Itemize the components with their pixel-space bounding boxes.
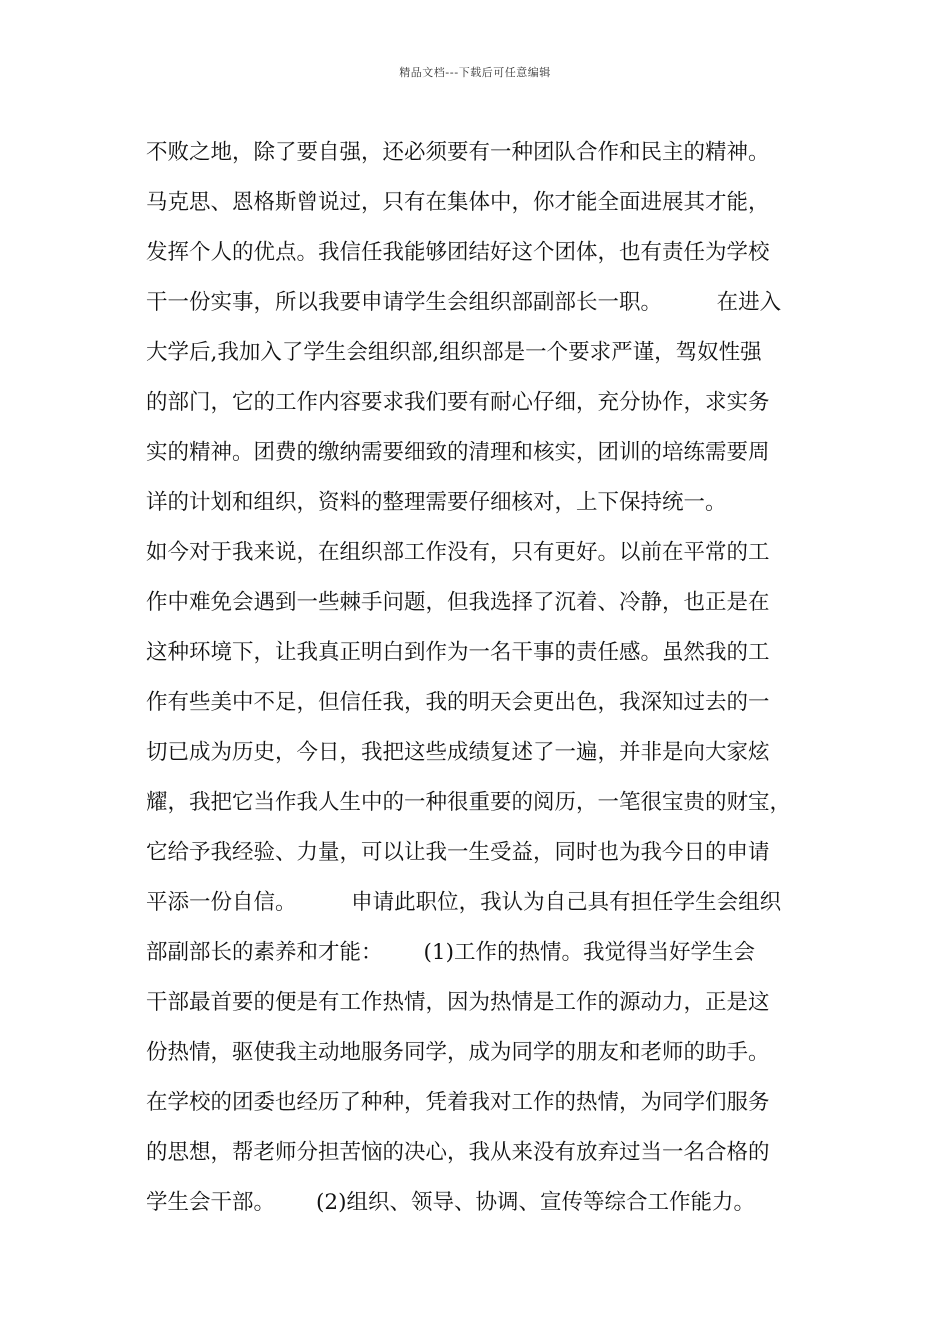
text-line: 平添一份自信。 申请此职位，我认为自己具有担任学生会组织 [146,890,782,915]
text-line: 的思想，帮老师分担苦恼的决心，我从来没有放弃过当一名合格的 [146,1140,770,1165]
text-line: 作中难免会遇到一些棘手问题，但我选择了沉着、冷静，也正是在 [146,590,770,615]
text-line: 如今对于我来说，在组织部工作没有，只有更好。以前在平常的工 [146,540,770,565]
text-line: 这种环境下，让我真正明白到作为一名干事的责任感。虽然我的工 [146,640,770,665]
text-line: 马克思、恩格斯曾说过，只有在集体中，你才能全面进展其才能， [146,190,770,215]
text-line: 切已成为历史，今日，我把这些成绩复述了一遍，并非是向大家炫 [146,740,770,765]
text-line: 它给予我经验、力量，可以让我一生受益，同时也为我今日的申请 [146,840,770,865]
text-line: 实的精神。团费的缴纳需要细致的清理和核实，团训的培练需要周 [146,440,770,465]
text-line: 发挥个人的优点。我信任我能够团结好这个团体，也有责任为学校 [146,240,770,265]
text-line: 的部门，它的工作内容要求我们要有耐心仔细，充分协作，求实务 [146,390,770,415]
text-line: 作有些美中不足，但信任我，我的明天会更出色，我深知过去的一 [146,690,770,715]
text-line: 干一份实事，所以我要申请学生会组织部副部长一职。 在进入 [146,290,782,315]
text-line: 份热情，驱使我主动地服务同学，成为同学的朋友和老师的助手。 [146,1040,770,1065]
text-line: 大学后,我加入了学生会组织部,组织部是一个要求严谨，驾奴性强 [146,340,762,365]
text-line: 学生会干部。 (2)组织、领导、协调、宣传等综合工作能力。 [146,1190,755,1215]
page-header: 精品文档---下载后可任意编辑 [399,66,551,79]
body-text [146,128,826,1228]
text-line: 部副部长的素养和才能： (1)工作的热情。我觉得当好学生会 [146,940,755,965]
text-line: 耀，我把它当作我人生中的一种很重要的阅历，一笔很宝贵的财宝， [146,790,792,815]
text-line: 不败之地，除了要自强，还必须要有一种团队合作和民主的精神。 [146,140,770,165]
text-line: 详的计划和组织，资料的整理需要仔细核对，上下保持统一。 [146,490,727,515]
text-line: 干部最首要的便是有工作热情，因为热情是工作的源动力，正是这 [146,990,770,1015]
text-line: 在学校的团委也经历了种种，凭着我对工作的热情，为同学们服务 [146,1090,770,1115]
